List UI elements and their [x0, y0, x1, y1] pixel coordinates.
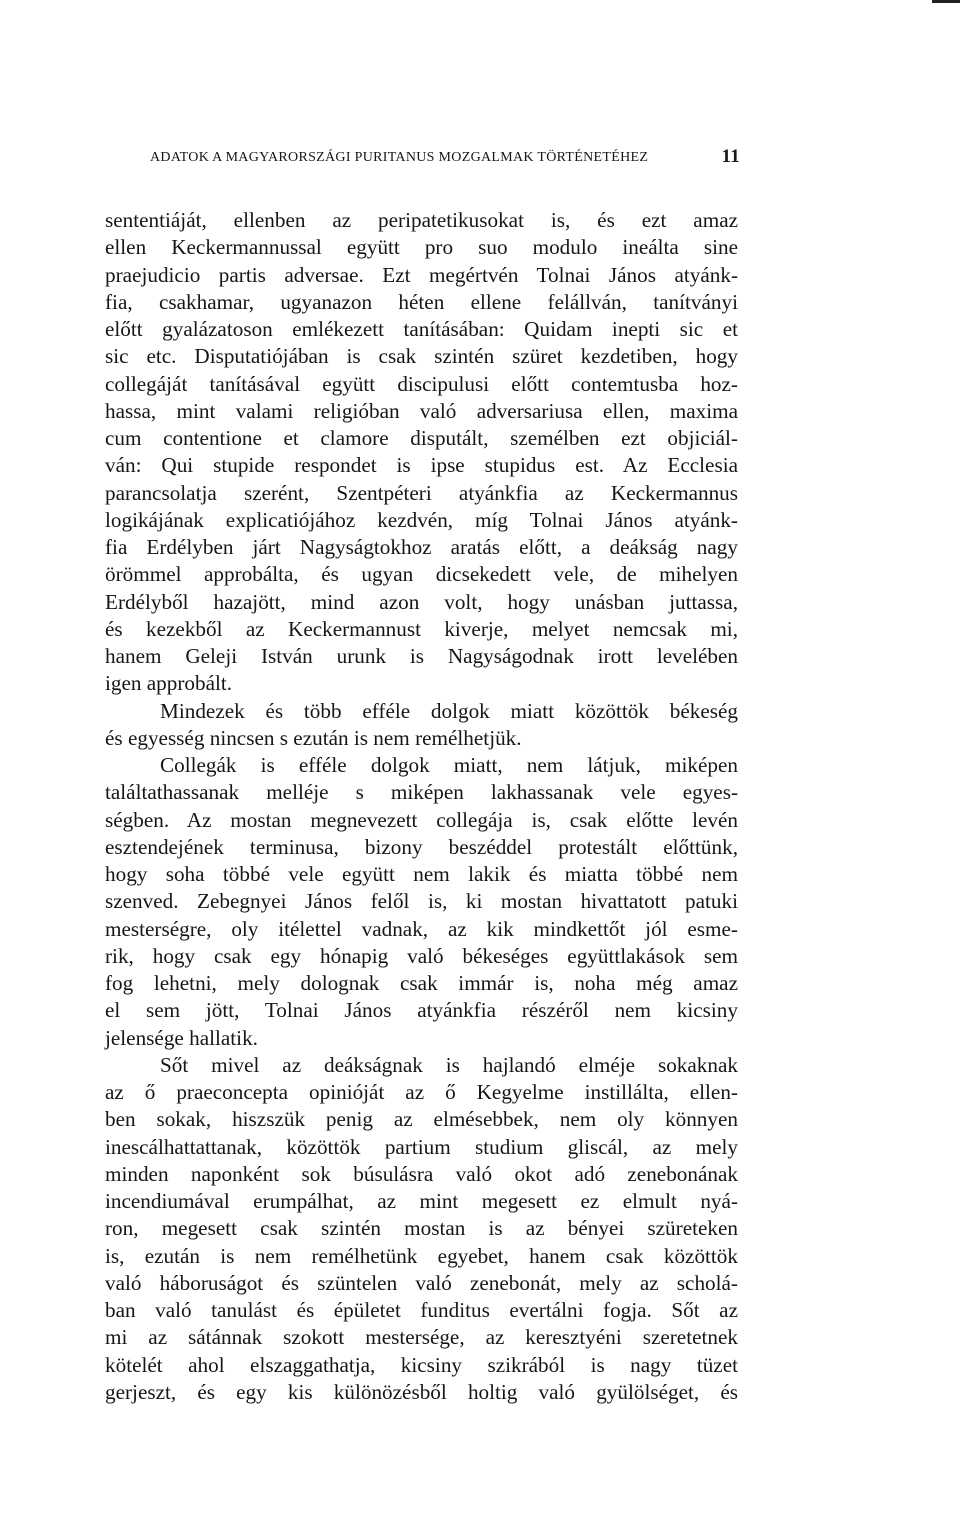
- text-line: mi az sátánnak szokott mestersége, az keresztyéni szeretetnek: [105, 1325, 738, 1350]
- text-line: szenved. Zebegnyei János felől is, ki mostan hivattatott patuki: [105, 889, 738, 914]
- text-line: sic etc. Disputatiójában is csak szintén szüret kezdetiben, hogy: [105, 344, 738, 369]
- text-line: esztendejének terminusa, bizony beszéddel protestált előttünk,: [105, 834, 738, 859]
- text-line: cum contentione et clamore disputált, személben ezt objiciál-: [105, 426, 738, 450]
- body-text: [105, 207, 738, 1406]
- text-line: ván: Qui stupide respondet is ipse stupidus est. Az Ecclesia: [105, 453, 738, 478]
- paragraph-end-line: és egyesség nincsen s ezután is nem remélhetjük.: [105, 725, 522, 750]
- text-line: kötelét ahol elszaggathatja, kicsiny szikrából is nagy tüzet: [105, 1352, 738, 1377]
- text-line: Erdélyből hazajött, mind azon volt, hogy unásban juttassa,: [105, 589, 738, 614]
- text-line: fia, csakhamar, ugyanazon héten ellene felállván, tanítványi: [105, 289, 738, 314]
- text-line: minden naponként sok búsulásra való okot adó zenebonának: [105, 1161, 738, 1186]
- paragraph-end-line: jelensége hallatik.: [105, 1025, 258, 1050]
- text-line: mesterségre, oly itélettel vadnak, az kik mindkettőt jól esme-: [105, 916, 738, 941]
- text-line: ségben. Az mostan megnevezett collegája is, csak előtte levén: [105, 807, 738, 832]
- text-line: találtathassanak melléje s miképen lakhassanak vele egyes-: [105, 780, 738, 805]
- text-line: is, ezután is nem remélhetünk egyebet, hanem csak közöttök: [105, 1243, 738, 1268]
- running-title: ADATOK A MAGYARORSZÁGI PURITANUS MOZGALMAK TÖRTÉNETÉHEZ: [150, 150, 649, 165]
- text-line: hanem Geleji István urunk is Nagyságodnak irott levelében: [105, 644, 738, 668]
- text-line: incendiumával erumpálhat, az mint megesett ez elmult nyá-: [105, 1189, 738, 1213]
- text-line: parancsolatja szerént, Szentpéteri atyánkfia az Keckermannus: [105, 480, 738, 505]
- text-line: és kezekből az Keckermannust kiverje, melyet nemcsak mi,: [105, 616, 738, 641]
- text-line: fia Erdélyben járt Nagyságtokhoz aratás előtt, a deákság nagy: [105, 535, 738, 559]
- page-number: 11: [721, 146, 740, 167]
- text-line: logikájának explicatiójához kezdvén, míg Tolnai János atyánk-: [105, 507, 738, 532]
- text-line: az ő praeconcepta opinióját az ő Kegyelme instillálta, ellen-: [105, 1080, 738, 1104]
- paragraph-start-line: Sőt mivel az deákságnak is hajlandó elméje sokaknak: [160, 1052, 738, 1077]
- text-line: sententiáját, ellenben az peripatetikusokat is, és ezt amaz: [105, 208, 738, 232]
- text-line: ron, megesett csak szintén mostan is az bényei szüreteken: [105, 1216, 738, 1241]
- text-line: fog lehetni, mely dolognak csak immár is, noha még amaz: [105, 971, 738, 995]
- text-line: ben sokak, hiszszük penig az elmésebbek, nem oly könnyen: [105, 1107, 738, 1132]
- text-line: hogy soha többé vele együtt nem lakik és miatta többé nem: [105, 862, 738, 886]
- paragraph-start-line: Mindezek és több efféle dolgok miatt közöttök békeség: [160, 698, 738, 723]
- text-line: rik, hogy csak egy hónapig való békeséges együttlakások sem: [105, 943, 738, 968]
- text-line: gerjeszt, és egy kis különözésből holtig való gyülölséget, és: [105, 1379, 738, 1404]
- text-line: előtt gyalázatoson emlékezett tanításában: Quidam inepti sic et: [105, 317, 738, 341]
- top-edge-mark: [932, 0, 960, 3]
- text-line: örömmel approbálta, és ugyan dicsekedett vele, de mihelyen: [105, 562, 738, 587]
- text-line: ellen Keckermannussal együtt pro suo modulo ineálta sine: [105, 235, 738, 260]
- text-line: hassa, mint valami religióban való adversariusa ellen, maxima: [105, 398, 738, 423]
- text-line: praejudicio partis adversae. Ezt megértvén Tolnai János atyánk-: [105, 262, 738, 287]
- text-line: ban való tanulást és épületet funditus evertálni fogja. Sőt az: [105, 1298, 738, 1322]
- paragraph-start-line: Collegák is efféle dolgok miatt, nem látjuk, miképen: [160, 753, 738, 777]
- text-line: collegáját tanításával együtt discipulusi előtt contemtusba hoz-: [105, 371, 738, 396]
- text-line: el sem jött, Tolnai János atyánkfia részéről nem kicsiny: [105, 998, 738, 1023]
- text-line: való háboruságot és szüntelen való zenebonát, mely az scholá-: [105, 1270, 738, 1295]
- text-line: inescálhattattanak, közöttök partium studium gliscál, az mely: [105, 1134, 738, 1159]
- paragraph-end-line: igen approbált.: [105, 671, 233, 696]
